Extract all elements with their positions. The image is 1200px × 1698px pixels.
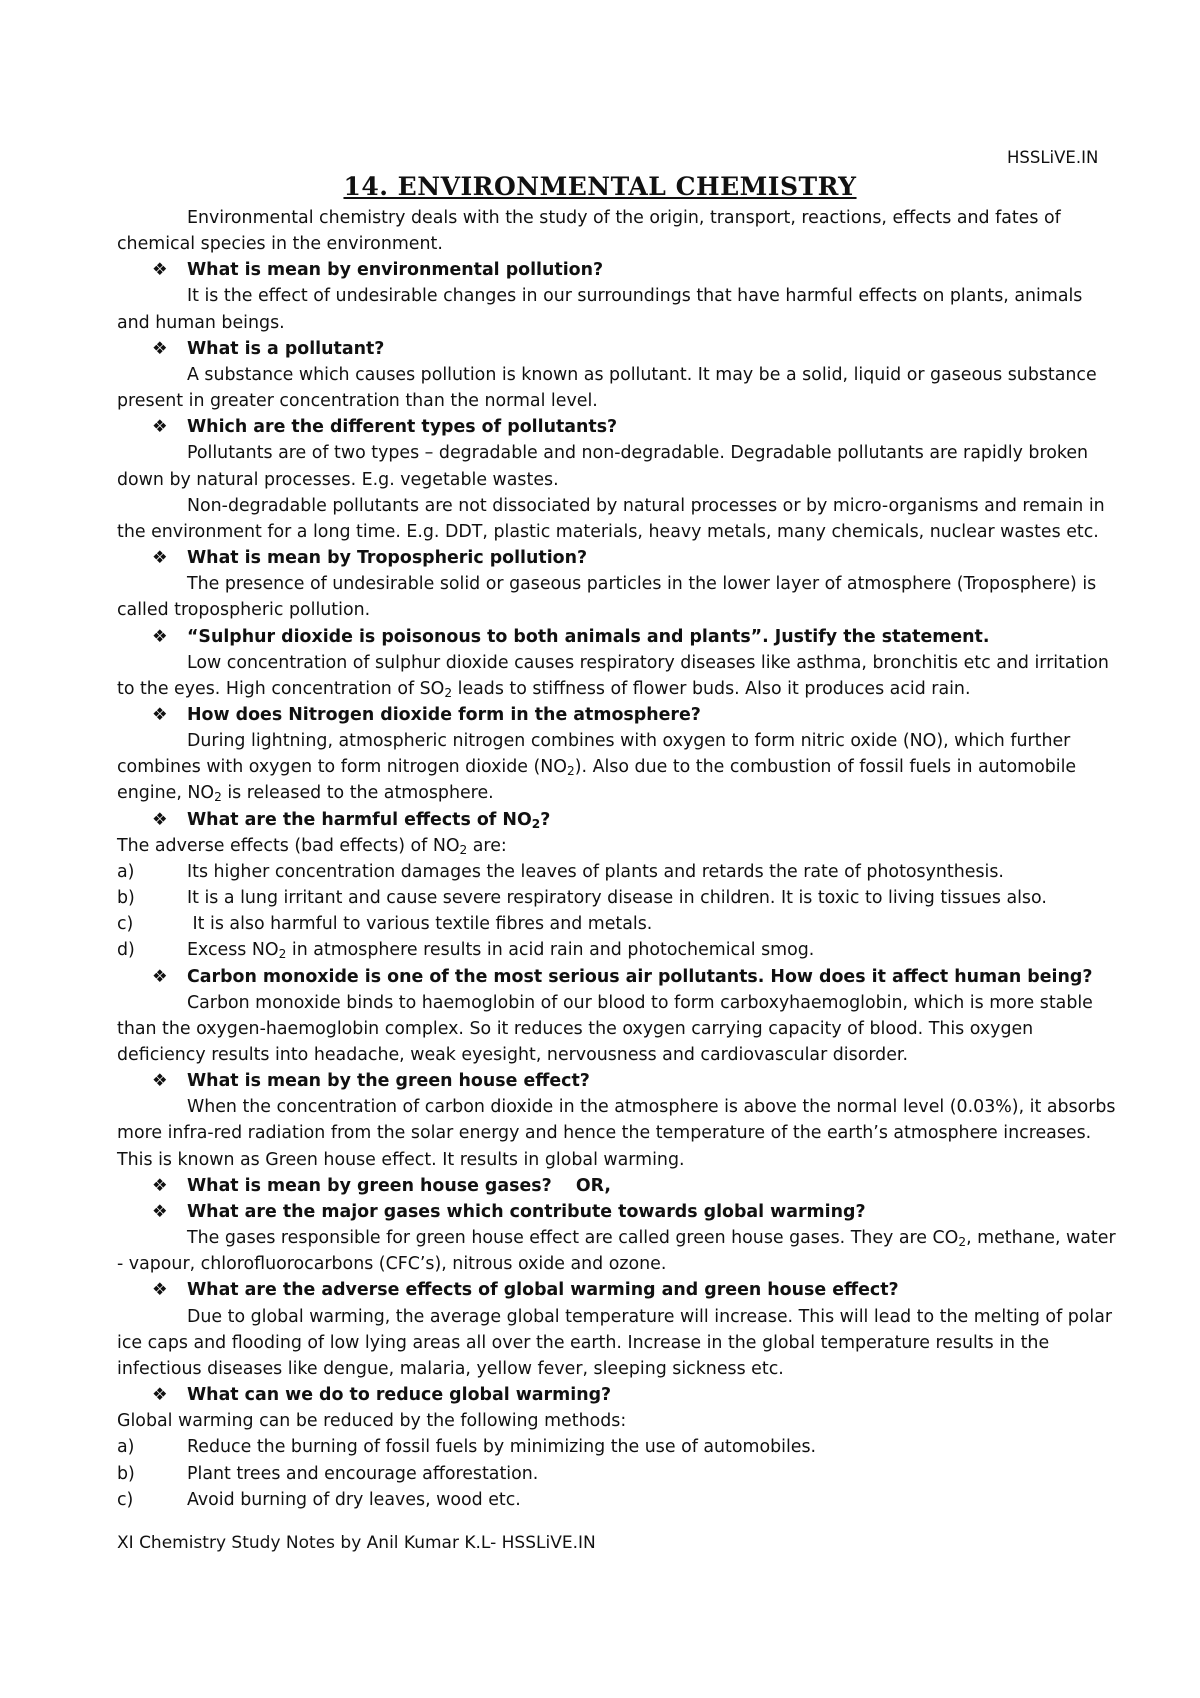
question-12: ❖ What can we do to reduce global warming? [117, 1382, 1119, 1408]
question-4: ❖ What is mean by Tropospheric pollution? [117, 545, 1119, 571]
diamond-star-bullet-icon: ❖ [152, 1385, 168, 1406]
diamond-star-bullet-icon: ❖ [152, 1071, 168, 1092]
answer-6: During lightning, atmospheric nitrogen combines with oxygen to form nitric oxide (NO), which further combines with oxygen to form nitrogen dioxide $(NO_2)$. Also due to the combustion of fossil fuels in automobile engine, $NO_2$ is released to the atmosphere. [117, 731, 1077, 805]
diamond-star-bullet-icon: ❖ [152, 1201, 168, 1222]
diamond-star-bullet-icon: ❖ [152, 1175, 168, 1196]
list-item: c) It is also harmful to various textile fibres and metals. [117, 914, 653, 935]
list-item: c) Avoid burning of dry leaves, wood etc. [117, 1489, 521, 1510]
notes-content [117, 205, 1119, 1513]
answer-1: It is the effect of undesirable changes in our surroundings that have harmful effects on plants, animals and human beings. [117, 286, 1083, 333]
question-3: ❖ Which are the different types of pollutants? [117, 414, 1119, 440]
question-10: ❖ What is mean by green house gases? OR, [117, 1173, 1119, 1199]
question-6: ❖ How does Nitrogen dioxide form in the atmosphere? [117, 702, 1119, 728]
answer-2: A substance which causes pollution is known as pollutant. It may be a solid, liquid or gaseous substance present in greater concentration than the normal level. [117, 364, 1097, 412]
list-item: b) It is a lung irritant and cause severe respiratory disease in children. It is toxic to living tissues also. [117, 888, 1047, 909]
diamond-star-bullet-icon: ❖ [152, 704, 168, 725]
diamond-star-bullet-icon: ❖ [152, 548, 168, 569]
diamond-star-bullet-icon: ❖ [152, 966, 168, 987]
answer-8: Carbon monoxide binds to haemoglobin of our blood to form carboxyhaemoglobin, which is more stable than the oxygen-haemoglobin complex. So it reduces the oxygen carrying capacity of blood. This oxygen deficiency results into headache, weak eyesight, nervousness and cardiovascular disorder. [117, 992, 1093, 1065]
answer-3-degradable: Pollutants are of two types – degradable and non-degradable. Degradable pollutants are rapidly broken down by natural processes. E.g. vegetable wastes. [117, 443, 1089, 490]
diamond-star-bullet-icon: ❖ [152, 260, 168, 281]
question-8: ❖ Carbon monoxide is one of the most serious air pollutants. How does it affect human being? [117, 964, 1119, 990]
question-11: ❖ What are the adverse effects of global warming and green house effect? [117, 1277, 1119, 1303]
page-footer: XI Chemistry Study Notes by Anil Kumar K.L- HSSLiVE.IN [117, 1533, 596, 1553]
diamond-star-bullet-icon: ❖ [152, 417, 168, 438]
question-5: ❖ “Sulphur dioxide is poisonous to both animals and plants”. Justify the statement. [117, 624, 1119, 650]
diamond-star-bullet-icon: ❖ [152, 809, 168, 830]
page-title: 14. ENVIRONMENTAL CHEMISTRY [343, 172, 857, 201]
answer-3-non-degradable: Non-degradable pollutants are not dissociated by natural processes or by micro-organisms and remain in the environment for a long time. E.g. DDT, plastic materials, heavy metals, many chemicals, nuclear wastes etc. [117, 495, 1105, 542]
answer-12-lead: Global warming can be reduced by the following methods: [117, 1411, 627, 1432]
answer-11: Due to global warming, the average global temperature will increase. This will lead to the melting of polar ice caps and flooding of low lying areas all over the earth. Increase in the global temperature results in the infectious diseases like dengue, malaria, yellow fever, sleeping sickness etc. [117, 1306, 1113, 1379]
question-7: ❖ What are the harmful effects of $NO_2$? [117, 807, 1119, 833]
site-header-tag: HSSLiVE.IN [1007, 148, 1099, 167]
list-item: d) Excess $NO_2$ in atmosphere results in acid rain and photochemical smog. [117, 940, 815, 962]
diamond-star-bullet-icon: ❖ [152, 626, 168, 647]
answer-5: Low concentration of sulphur dioxide causes respiratory diseases like asthma, bronchitis etc and irritation to the eyes. High concentration of $SO_2$ leads to stiffness of flower buds. Also it produces acid rain. [117, 652, 1109, 700]
answer-4: The presence of undesirable solid or gaseous particles in the lower layer of atmosphere (Troposphere) is called tropospheric pollution. [117, 574, 1097, 621]
answer-10: The gases responsible for green house effect are called green house gases. They are $CO_2$, methane, water - vapour, chlorofluorocarbons (CFC’s), nitrous oxide and ozone. [117, 1228, 1116, 1275]
list-item: b) Plant trees and encourage afforestation. [117, 1463, 539, 1484]
question-2: ❖ What is a pollutant? [117, 336, 1119, 362]
diamond-star-bullet-icon: ❖ [152, 338, 168, 359]
question-1: ❖ What is mean by environmental pollution? [117, 257, 1119, 283]
intro-paragraph: Environmental chemistry deals with the study of the origin, transport, reactions, effects and fates of chemical species in the environment. [117, 208, 1061, 255]
answer-7-lead: The adverse effects (bad effects) of $NO_2$ are: [117, 835, 507, 857]
diamond-star-bullet-icon: ❖ [152, 1280, 168, 1301]
question-10-alt: ❖ What are the major gases which contribute towards global warming? [117, 1199, 1119, 1225]
answer-9: When the concentration of carbon dioxide in the atmosphere is above the normal level (0.03%), it absorbs more infra-red radiation from the solar energy and hence the temperature of the earth’s atmosphere increases. This is known as Green house effect. It results in global warming. [117, 1097, 1116, 1170]
list-item: a) Reduce the burning of fossil fuels by minimizing the use of automobiles. [117, 1437, 817, 1458]
question-9: ❖ What is mean by the green house effect? [117, 1068, 1119, 1094]
list-item: a) Its higher concentration damages the leaves of plants and retards the rate of photosynthesis. [117, 861, 1004, 882]
